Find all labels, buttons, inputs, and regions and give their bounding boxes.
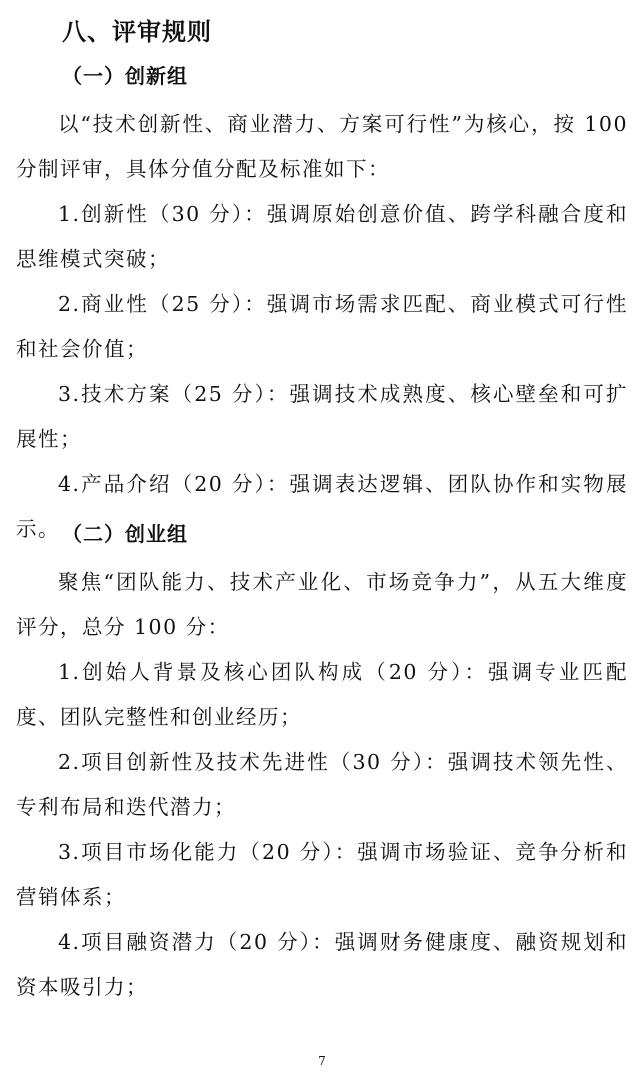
- page-number: 7: [318, 1054, 326, 1068]
- innovation-intro-paragraph: 以“技术创新性、商业潜力、方案可行性”为核心，按 100 分制评审，具体分值分配及标准如下：: [16, 112, 628, 181]
- innovation-criterion-4: 4.产品介绍（20 分）：强调表达逻辑、团队协作和实物展示。: [16, 472, 628, 541]
- innovation-criterion-1: 1.创新性（30 分）：强调原始创意价值、跨学科融合度和思维模式突破；: [16, 202, 628, 271]
- group-title-startup: （二）创业组: [62, 522, 188, 546]
- section-title: 八、评审规则: [62, 18, 212, 46]
- startup-criterion-4: 4.项目融资潜力（20 分）：强调财务健康度、融资规划和资本吸引力；: [16, 930, 628, 999]
- startup-intro-paragraph: 聚焦“团队能力、技术产业化、市场竞争力”，从五大维度评分，总分 100 分：: [16, 570, 628, 639]
- startup-criterion-1: 1.创始人背景及核心团队构成（20 分）：强调专业匹配度、团队完整性和创业经历；: [16, 660, 628, 729]
- startup-criterion-2: 2.项目创新性及技术先进性（30 分）：强调技术领先性、专利布局和迭代潜力；: [16, 750, 628, 819]
- innovation-criterion-3: 3.技术方案（25 分）：强调技术成熟度、核心壁垒和可扩展性；: [16, 382, 628, 451]
- group-title-innovation: （一）创新组: [62, 64, 188, 88]
- startup-criterion-3: 3.项目市场化能力（20 分）：强调市场验证、竞争分析和营销体系；: [16, 840, 628, 909]
- innovation-criterion-2: 2.商业性（25 分）：强调市场需求匹配、商业模式可行性和社会价值；: [16, 292, 628, 361]
